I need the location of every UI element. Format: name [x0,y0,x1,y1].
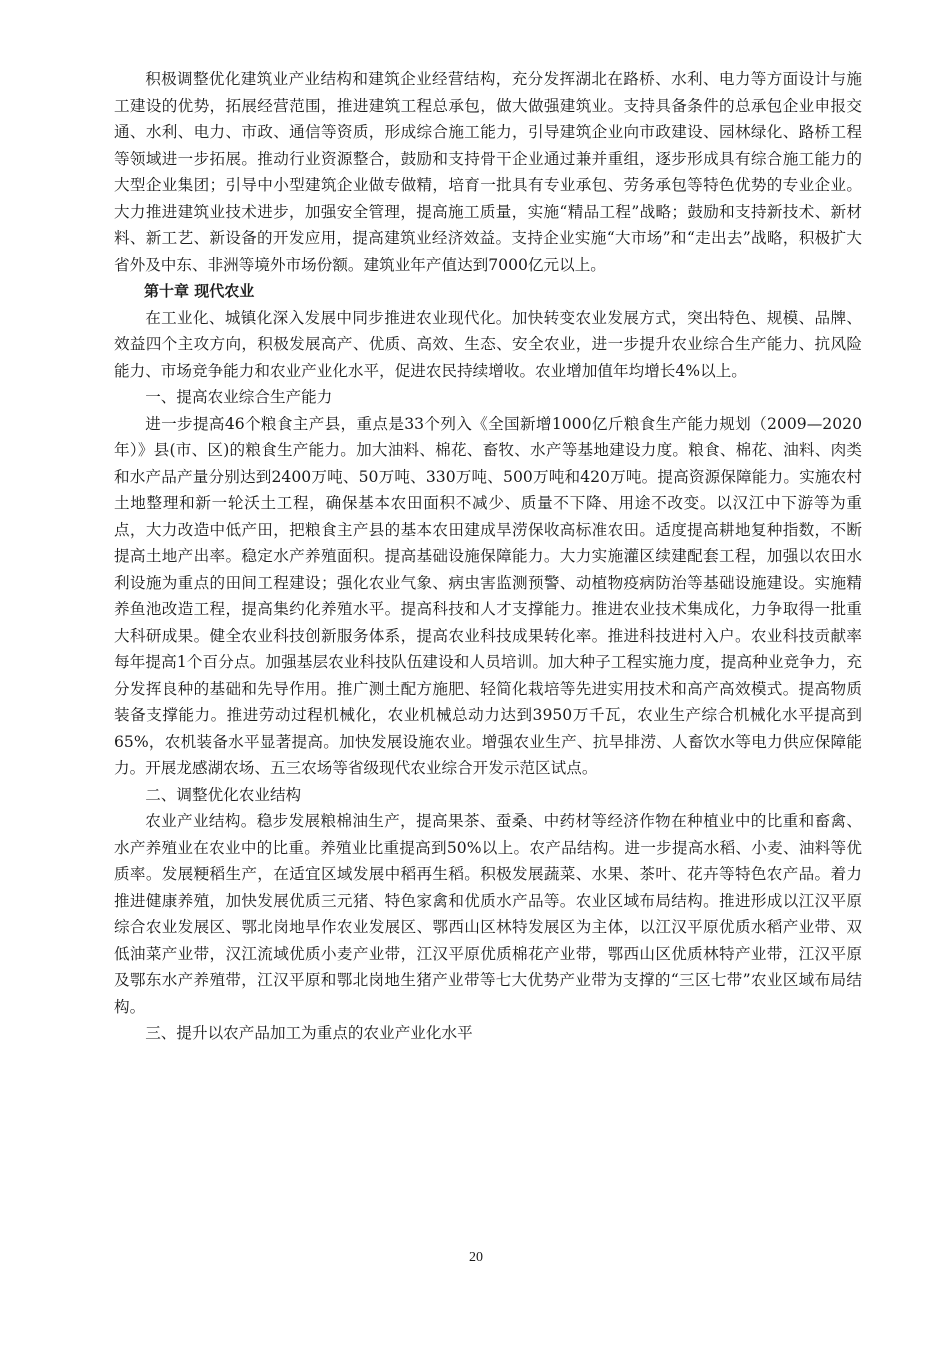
paragraph-agriculture-intro: 在工业化、城镇化深入发展中同步推进农业现代化。加快转变农业发展方式，突出特色、规模、品牌、效益四个主攻方向，积极发展高产、优质、高效、生态、安全农业，进一步提升农业综合生产能力、抗风险能力、市场竞争能力和农业产业化水平，促进农民持续增收。农业增加值年均增长4%以上。 [114,308,862,380]
paragraph-production-capacity: 进一步提高46个粮食主产县，重点是33个列入《全国新增1000亿斤粮食生产能力规划（2009—2020年）》县(市、区)的粮食生产能力。加大油料、棉花、畜牧、水产等基地建设力度。粮食、棉花、油料、肉类和水产品产量分别达到2400万吨、50万吨、330万吨、500万吨和420万吨。提高资源保障能力。实施农村土地整理和新一轮沃土工程，确保基本农田面积不减少、质量不下降、用途不改变。以汉江中下游等为重点，大力改造中低产田，把粮食主产县的基本农田建成旱涝保收高标准农田。适度提高耕地复种指数，不断提高土地产出率。稳定水产养殖面积。提高基础设施保障能力。大力实施灌区续建配套工程，加强以农田水利设施为重点的田间工程建设；强化农业气象、病虫害监测预警、动植物疫病防治等基础设施建设。实施精养鱼池改造工程，提高集约化养殖水平。提高科技和人才支撑能力。推进农业技术集成化，力争取得一批重大科研成果。健全农业科技创新服务体系，提高农业科技成果转化率。推进科技进村入户。农业科技贡献率每年提高1个百分点。加强基层农业科技队伍建设和人员培训。加大种子工程实施力度，提高种业竞争力，充分发挥良种的基础和先导作用。推广测土配方施肥、轻简化栽培等先进实用技术和高产高效模式。提高物质装备支撑能力。推进劳动过程机械化，农业机械总动力达到3950万千瓦，农业生产综合机械化水平提高到65%，农机装备水平显著提高。加快发展设施农业。增强农业生产、抗旱排涝、人畜饮水等电力供应保障能力。开展龙感湖农场、五三农场等省级现代农业综合开发示范区试点。 [114,414,862,777]
document-body [114,66,862,1047]
section-heading-1: 一、提高农业综合生产能力 [145,388,333,406]
page-number: 20 [469,1250,483,1265]
paragraph-construction: 积极调整优化建筑业产业结构和建筑企业经营结构，充分发挥湖北在路桥、水利、电力等方面设计与施工建设的优势，拓展经营范围，推进建筑工程总承包，做大做强建筑业。支持具备条件的总承包企业申报交通、水利、电力、市政、通信等资质，形成综合施工能力，引导建筑企业向市政建设、园林绿化、路桥工程等领域进一步拓展。推动行业资源整合，鼓励和支持骨干企业通过兼并重组，逐步形成具有综合施工能力的大型企业集团；引导中小型建筑企业做专做精，培育一批具有专业承包、劳务承包等特色优势的专业企业。大力推进建筑业技术进步，加强安全管理，提高施工质量，实施“精品工程”战略；鼓励和支持新技术、新材料、新工艺、新设备的开发应用，提高建筑业经济效益。支持企业实施“大市场”和“走出去”战略，积极扩大省外及中东、非洲等境外市场份额。建筑业年产值达到7000亿元以上。 [114,70,862,274]
section-heading-2: 二、调整优化农业结构 [145,785,302,804]
chapter-title: 第十章 现代农业 [144,282,255,300]
paragraph-agriculture-structure: 农业产业结构。稳步发展粮棉油生产，提高果茶、蚕桑、中药材等经济作物在种植业中的比重和畜禽、水产养殖业在农业中的比重。养殖业比重提高到50%以上。农产品结构。进一步提高水稻、小麦、油料等优质率。发展粳稻生产，在适宜区域发展中稻再生稻。积极发展蔬菜、水果、茶叶、花卉等特色农产品。着力推进健康养殖，加快发展优质三元猪、特色家禽和优质水产品等。农业区域布局结构。推进形成以江汉平原综合农业发展区、鄂北岗地旱作农业发展区、鄂西山区林特发展区为主体，以江汉平原优质水稻产业带、双低油菜产业带，汉江流域优质小麦产业带，江汉平原优质棉花产业带，鄂西山区优质林特产业带，江汉平原及鄂东水产养殖带，江汉平原和鄂北岗地生猪产业带等七大优势产业带为支撑的“三区七带”农业区域布局结构。 [114,812,862,1016]
section-heading-3: 三、提升以农产品加工为重点的农业产业化水平 [145,1024,473,1042]
